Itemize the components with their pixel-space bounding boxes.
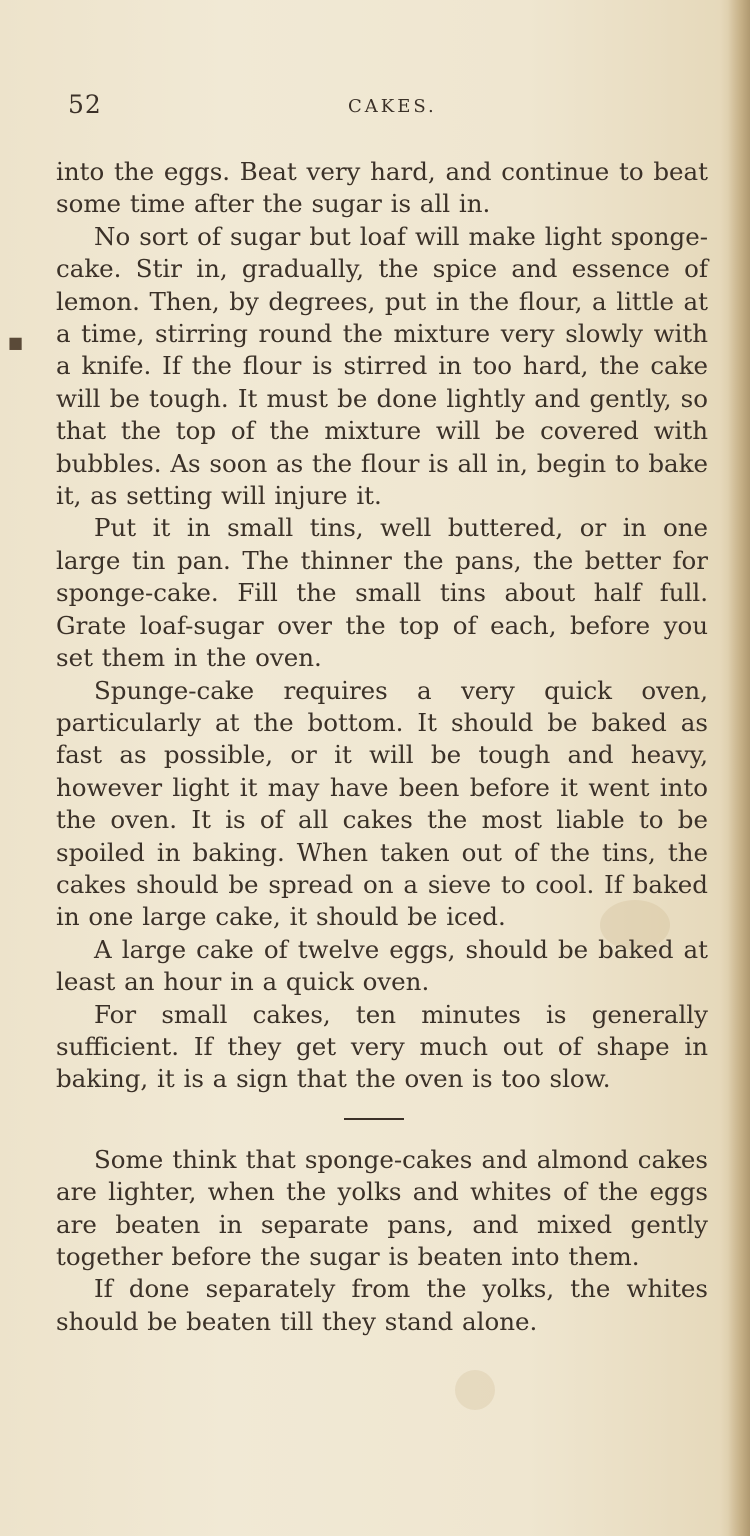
paragraph: Put it in small tins, well buttered, or in one large tin pan. The thinner the pans, the better for sponge-cake. Fill the small tins about half full. Grate loaf-sugar over the top of each, before you set them in the oven. bbox=[56, 513, 708, 673]
paper-stain bbox=[455, 1370, 495, 1410]
page-header bbox=[68, 90, 708, 130]
section-divider bbox=[344, 1118, 404, 1120]
page-edge-shadow bbox=[728, 0, 750, 1536]
paragraph: No sort of sugar but loaf will make light sponge-cake. Stir in, gradually, the spice and essence of lemon. Then, by degrees, put in the flour, a little at a time, stirring round the mixture very slowly with a knife. If the flour is stirred in too hard, the cake will be tough. It must be done lightly and gently, so that the top of the mixture will be covered with bubbles. As soon as the flour is all in, begin to bake it, as setting will injure it. bbox=[56, 221, 708, 511]
margin-mark: ■ bbox=[8, 333, 24, 352]
paragraph: For small cakes, ten minutes is generally sufficient. If they get very much out of shape in baking, it is a sign that the oven is too slow. bbox=[56, 999, 708, 1094]
page-number: 52 bbox=[68, 90, 102, 119]
paragraph: Spunge-cake requires a very quick oven, particularly at the bottom. It should be baked as fast as possible, or it will be tough and heavy, however light it may have been before it went into the oven. It is of all cakes the most liable to be spoiled in baking. When taken out of the tins, the cakes should be spread on a sieve to cool. If baked in one large cake, it should be iced. bbox=[56, 675, 708, 932]
running-head: CAKES. bbox=[348, 96, 437, 117]
paragraph: into the eggs. Beat very hard, and continue to beat some time after the sugar is all in. bbox=[56, 157, 708, 219]
note-paragraph: Some think that sponge-cakes and almond cakes are lighter, when the yolks and whites of the eggs are beaten in separate pans, and mixed gently together before the sugar is beaten into them. bbox=[56, 1144, 708, 1271]
note-paragraph: If done separately from the yolks, the whites should be beaten till they stand alone. bbox=[56, 1274, 708, 1336]
body-text bbox=[56, 156, 708, 1338]
paragraph: A large cake of twelve eggs, should be baked at least an hour in a quick oven. bbox=[56, 934, 708, 997]
